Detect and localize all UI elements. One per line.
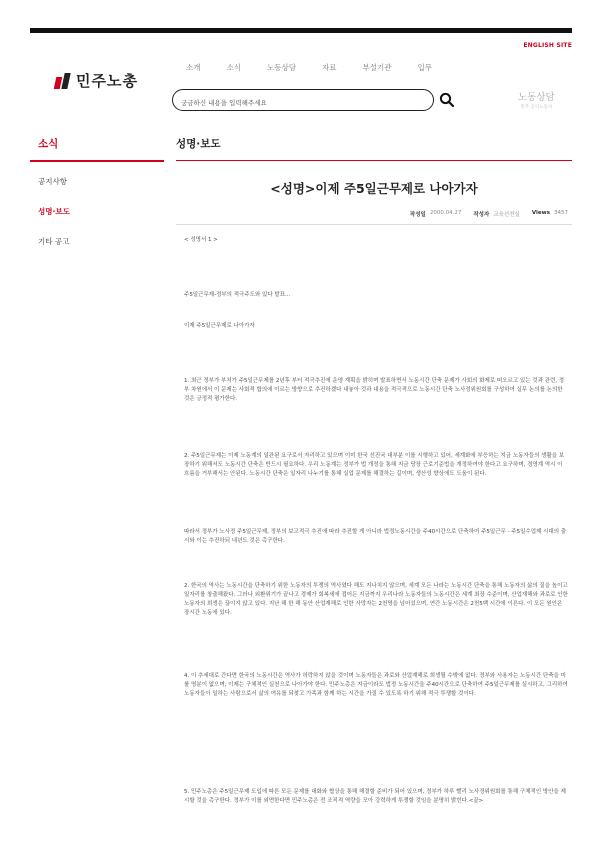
article-title: <성명>이제 주5일근무제로 나아가자 bbox=[270, 181, 478, 196]
labor-consult-link[interactable] bbox=[518, 89, 555, 110]
date-value: 2000.04.27 bbox=[429, 210, 462, 216]
gnb-item-resources[interactable]: 자료 bbox=[321, 63, 337, 72]
sidebar-item-statements[interactable]: 성명·보도 bbox=[38, 207, 70, 216]
content-divider bbox=[176, 160, 572, 161]
english-site-link[interactable]: ENGLISH SITE bbox=[523, 42, 572, 49]
page-title: 성명·보도 bbox=[176, 138, 221, 150]
article-paragraph: 따라서 정부가 노사정 주5일근무제, 정부의 보고적극 추진에 따라 추진할 게 아니라 법정노동시간을 주40시간으로 단축하여 주5일근무 - 주5일수업제 시대의 출시와 이는 추진하되 내년도 것은 촉구한다. bbox=[184, 529, 567, 544]
article-paragraph: 4. 이 추세대로 간다면 한국의 노동시간은 역사가 허락하지 않을 것이며 노동자들은 과로와 산업재해로 희생될 수밖에 없다. 정부와 사용자는 노동시간 단축을 미룰 명분이 없으며, 이제는 구체적인 실천으로 나아가야 한다. 민주노총은 지금이라도 법정 노동시간을 주40시간으로 단축하여 주5일근무제를 실시하고, 그리하여 노동자들이 일하는 사람으로서 삶의 여유를 되찾고 가족과 함께 하는 시간을 가질 수 있도록 하기 위해 적극 투쟁할 것이다. bbox=[184, 673, 568, 697]
author-value: 교육선전실 bbox=[493, 212, 520, 218]
date-label: 작성일 bbox=[409, 212, 426, 218]
sidebar-menu bbox=[38, 176, 70, 266]
article-paragraph: < 성명서 1 > bbox=[184, 237, 218, 243]
gnb-item-intro[interactable]: 소개 bbox=[186, 63, 201, 72]
global-nav bbox=[186, 62, 458, 73]
article-paragraph: 1. 최근 정부가 부처가 주5일근무제를 2년후 부터 적극추진에 운영 계획을 밝히며 발표하면서 노동시간 단축 문제가 사회의 화제로 떠오르고 있는 것과 관련, 정부 차원에서 이 문제는 사회적 합의에 이르는 방향으로 추진하겠다 내놓아 것과 내용을 적극적으로 노동시간 단축 노사정위원회를 구성하여 실무 논의를 논의한 것은 긍정적 평가한다. bbox=[184, 378, 565, 402]
article-paragraph: 2. 주5일근무제는 이제 노동계의 일관된 요구로서 자리하고 있으며 이미 한국 선진국 대부분 이를 시행하고 있어, 세계화에 부응하는 지금 노동자들의 생활을 보장하기 위해서도 노동시간 단축은 반드시 필요하다. 우리 노동계는 정부가 법 개정을 통해 지금 당장 근로기준법을 개정하여야 한다고 요구하며, 경영계 역시 이 흐름을 거부해서는 안된다. 노동시간 단축은 일자리 나누기를 통해 실업 문제를 해결하는 길이며, 생산성 향상에도 도움이 된다. bbox=[184, 453, 565, 477]
article-meta bbox=[410, 210, 568, 218]
gnb-item-news[interactable]: 소식 bbox=[226, 63, 241, 72]
search-icon bbox=[438, 91, 456, 109]
sidebar-item-notices[interactable]: 공지사항 bbox=[38, 177, 67, 186]
search-input[interactable] bbox=[181, 94, 421, 112]
gnb-item-work[interactable]: 입무 bbox=[417, 63, 432, 72]
article-paragraph: 이제 주5일근무제로 나아가자 bbox=[184, 323, 255, 329]
search-box bbox=[172, 89, 434, 111]
article-paragraph: 주5일근무제-정부의 적극주도와 있다 발표... bbox=[184, 292, 291, 298]
sidebar-title: 소식 bbox=[38, 138, 59, 150]
gnb-item-labor-consult[interactable]: 노동상담 bbox=[267, 63, 296, 72]
meta-divider bbox=[176, 224, 572, 225]
author-label: 작성자 bbox=[473, 212, 490, 218]
consult-subtitle: 민주 공익노동사 bbox=[520, 105, 553, 110]
article-paragraph: 5. 민주노총은 주5일근무제 도입에 따른 모든 문제를 대화와 협상을 통해 해결할 준비가 되어 있으며, 정부가 하루 빨리 노사정위원회를 통해 구체적인 방안을 제시할 것을 촉구한다. 정부가 이를 외면한다면 민주노총은 전 조직적 역량을 모아 강력하게 투쟁할 것임을 분명히 밝힌다.<끝> bbox=[184, 789, 566, 804]
views-label: Views bbox=[531, 210, 550, 216]
logo[interactable] bbox=[55, 70, 138, 91]
gnb-item-affiliates[interactable]: 부설기관 bbox=[362, 63, 392, 72]
sidebar-item-other-notices[interactable]: 기타 공고 bbox=[38, 237, 70, 246]
article-paragraph: 2. 한국의 역사는 노동시간을 단축하기 위한 노동자의 투쟁의 역사였다 해도 지나치지 않으며, 세계 모든 나라는 노동시간 단축을 통해 노동자의 삶의 질을 높이고 일자리를 창출해왔다. 그러나 외환위기가 끝나고 경제가 회복세에 접어든 지금까지 우리나라 노동자들의 노동시간은 세계 최장 수준이며, 산업재해와 과로로 인한 노동자의 희생은 끊이지 않고 있다. 지난 해 한 해 동안 산업재해로 인한 사망자는 2천명을 넘어섰으며, 연간 노동시간은 2천5백 시간에 이른다. 이 모든 원인은 장시간 노동에 있다. bbox=[184, 583, 568, 616]
logo-mark-icon bbox=[55, 73, 73, 89]
search-button[interactable] bbox=[438, 91, 456, 109]
views-value: 3457 bbox=[554, 210, 568, 216]
top-bar bbox=[30, 28, 572, 33]
sidebar-divider bbox=[30, 160, 164, 162]
logo-text: 민주노총 bbox=[76, 72, 138, 90]
consult-title: 노동상담 bbox=[518, 92, 555, 103]
